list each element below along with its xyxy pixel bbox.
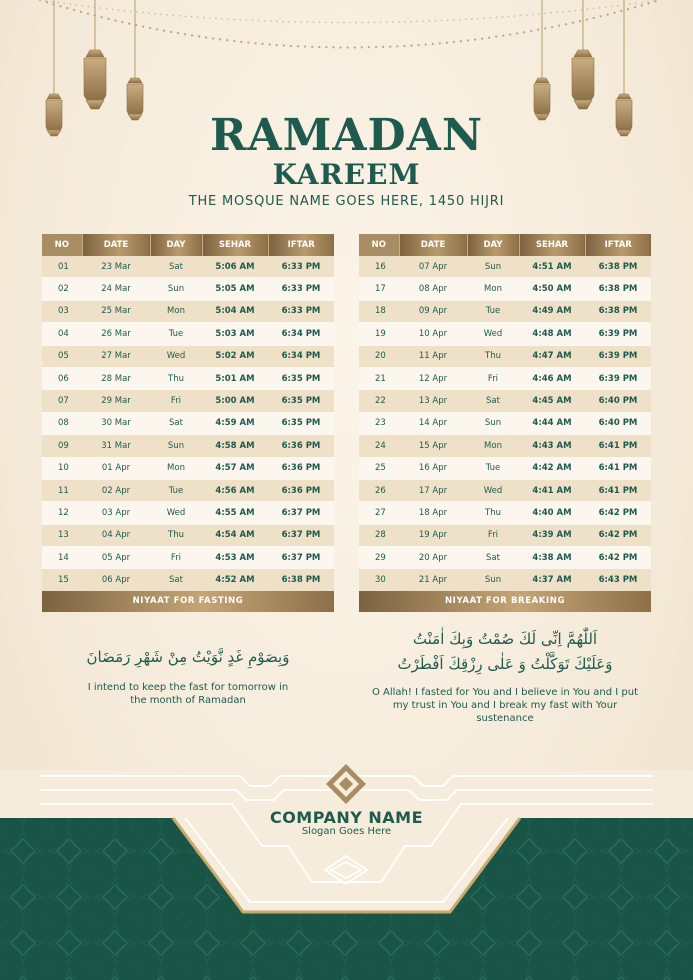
cell-date: 17 Apr <box>399 479 467 501</box>
cell-sehar: 4:59 AM <box>202 412 268 434</box>
cell-sehar: 5:00 AM <box>202 390 268 412</box>
cell-day: Sun <box>467 569 519 591</box>
cell-no: 25 <box>359 457 399 479</box>
cell-sehar: 4:45 AM <box>519 390 585 412</box>
table-row <box>42 457 334 479</box>
cell-date: 28 Mar <box>82 367 150 389</box>
cell-date: 25 Mar <box>82 300 150 322</box>
cell-no: 23 <box>359 412 399 434</box>
table-row <box>42 412 334 434</box>
cell-sehar: 4:54 AM <box>202 524 268 546</box>
cell-sehar: 4:46 AM <box>519 367 585 389</box>
cell-date: 04 Apr <box>82 524 150 546</box>
cell-day: Fri <box>150 390 202 412</box>
cell-iftar: 6:41 PM <box>585 435 651 457</box>
cell-iftar: 6:38 PM <box>585 278 651 300</box>
cell-no: 03 <box>42 300 82 322</box>
cell-day: Sun <box>150 278 202 300</box>
cell-date: 19 Apr <box>399 524 467 546</box>
cell-day: Sun <box>467 412 519 434</box>
cell-no: 09 <box>42 435 82 457</box>
cell-date: 03 Apr <box>82 502 150 524</box>
cell-no: 15 <box>42 569 82 591</box>
cell-no: 14 <box>42 547 82 569</box>
cell-date: 07 Apr <box>399 256 467 278</box>
cell-no: 05 <box>42 345 82 367</box>
cell-sehar: 4:49 AM <box>519 300 585 322</box>
cell-day: Tue <box>467 300 519 322</box>
cell-sehar: 4:43 AM <box>519 435 585 457</box>
cell-date: 09 Apr <box>399 300 467 322</box>
cell-iftar: 6:37 PM <box>268 547 334 569</box>
column-header-no: NO <box>359 234 399 256</box>
table-row <box>359 547 651 569</box>
cell-no: 06 <box>42 367 82 389</box>
column-header-iftar: IFTAR <box>585 234 651 256</box>
cell-sehar: 4:41 AM <box>519 479 585 501</box>
lantern-icon <box>127 0 143 120</box>
table-body <box>42 256 334 591</box>
cell-no: 07 <box>42 390 82 412</box>
cell-day: Mon <box>150 457 202 479</box>
cell-iftar: 6:38 PM <box>585 256 651 278</box>
cell-date: 06 Apr <box>82 569 150 591</box>
table-row <box>42 390 334 412</box>
breaking-arabic-line2: وَعَلَيْكَ تَوَكَّلْتُ وَ عَلٰى رِزْقِكَ اَفْطَرْتُ <box>397 655 613 673</box>
cell-day: Mon <box>467 435 519 457</box>
cell-day: Wed <box>150 345 202 367</box>
column-header-day: DAY <box>467 234 519 256</box>
cell-iftar: 6:37 PM <box>268 502 334 524</box>
table-row <box>42 502 334 524</box>
cell-no: 27 <box>359 502 399 524</box>
cell-iftar: 6:42 PM <box>585 524 651 546</box>
cell-day: Sat <box>467 547 519 569</box>
cell-iftar: 6:34 PM <box>268 323 334 345</box>
table-row <box>359 256 651 278</box>
cell-sehar: 5:05 AM <box>202 278 268 300</box>
table-row <box>42 547 334 569</box>
cell-date: 14 Apr <box>399 412 467 434</box>
cell-iftar: 6:34 PM <box>268 345 334 367</box>
cell-sehar: 4:57 AM <box>202 457 268 479</box>
cell-iftar: 6:37 PM <box>268 524 334 546</box>
cell-iftar: 6:42 PM <box>585 547 651 569</box>
cell-iftar: 6:35 PM <box>268 367 334 389</box>
cell-iftar: 6:39 PM <box>585 345 651 367</box>
cell-iftar: 6:35 PM <box>268 390 334 412</box>
cell-no: 19 <box>359 323 399 345</box>
cell-day: Sat <box>150 412 202 434</box>
company-slogan: Slogan Goes Here <box>301 826 392 837</box>
cell-no: 22 <box>359 390 399 412</box>
cell-day: Sat <box>467 390 519 412</box>
table-row <box>42 569 334 591</box>
lantern-icon <box>534 0 550 120</box>
cell-date: 10 Apr <box>399 323 467 345</box>
table-row <box>359 569 651 591</box>
cell-iftar: 6:39 PM <box>585 367 651 389</box>
cell-iftar: 6:36 PM <box>268 479 334 501</box>
column-header-date: DATE <box>399 234 467 256</box>
cell-date: 24 Mar <box>82 278 150 300</box>
cell-day: Tue <box>467 457 519 479</box>
cell-date: 29 Mar <box>82 390 150 412</box>
column-header-sehar: SEHAR <box>519 234 585 256</box>
table-row <box>359 345 651 367</box>
cell-iftar: 6:33 PM <box>268 278 334 300</box>
cell-sehar: 4:52 AM <box>202 569 268 591</box>
cell-sehar: 4:55 AM <box>202 502 268 524</box>
cell-day: Sun <box>150 435 202 457</box>
table-row <box>42 300 334 322</box>
cell-iftar: 6:41 PM <box>585 479 651 501</box>
cell-iftar: 6:35 PM <box>268 412 334 434</box>
table-row <box>359 367 651 389</box>
cell-no: 17 <box>359 278 399 300</box>
cell-sehar: 4:37 AM <box>519 569 585 591</box>
cell-date: 23 Mar <box>82 256 150 278</box>
cell-date: 31 Mar <box>82 435 150 457</box>
cell-no: 01 <box>42 256 82 278</box>
table-row <box>359 479 651 501</box>
column-header-no: NO <box>42 234 82 256</box>
cell-no: 04 <box>42 323 82 345</box>
cell-date: 30 Mar <box>82 412 150 434</box>
cell-no: 08 <box>42 412 82 434</box>
table-header-row <box>359 234 651 256</box>
cell-day: Tue <box>150 479 202 501</box>
cell-date: 20 Apr <box>399 547 467 569</box>
table-row <box>42 323 334 345</box>
cell-day: Wed <box>467 323 519 345</box>
table-row <box>42 278 334 300</box>
schedule-table-left <box>42 234 334 592</box>
table-body <box>359 256 651 591</box>
cell-sehar: 4:44 AM <box>519 412 585 434</box>
cell-date: 26 Mar <box>82 323 150 345</box>
cell-no: 21 <box>359 367 399 389</box>
cell-iftar: 6:39 PM <box>585 323 651 345</box>
cell-sehar: 4:58 AM <box>202 435 268 457</box>
table-row <box>359 278 651 300</box>
cell-no: 20 <box>359 345 399 367</box>
lantern-icon <box>84 0 106 109</box>
cell-sehar: 4:40 AM <box>519 502 585 524</box>
table-row <box>42 524 334 546</box>
cell-date: 21 Apr <box>399 569 467 591</box>
cell-date: 11 Apr <box>399 345 467 367</box>
cell-date: 27 Mar <box>82 345 150 367</box>
breaking-translation: O Allah! I fasted for You and I believe in You and I put my trust in You and I break my fast with Your sustenance <box>371 687 639 724</box>
column-header-sehar: SEHAR <box>202 234 268 256</box>
cell-no: 28 <box>359 524 399 546</box>
table-row <box>359 435 651 457</box>
cell-day: Thu <box>150 524 202 546</box>
cell-no: 12 <box>42 502 82 524</box>
cell-iftar: 6:36 PM <box>268 435 334 457</box>
cell-day: Fri <box>467 367 519 389</box>
cell-no: 02 <box>42 278 82 300</box>
cell-sehar: 4:56 AM <box>202 479 268 501</box>
cell-date: 01 Apr <box>82 457 150 479</box>
cell-sehar: 4:53 AM <box>202 547 268 569</box>
column-header-iftar: IFTAR <box>268 234 334 256</box>
cell-day: Wed <box>467 479 519 501</box>
mosque-subtitle: THE MOSQUE NAME GOES HERE, 1450 HIJRI <box>188 194 505 209</box>
cell-day: Sat <box>150 569 202 591</box>
cell-no: 24 <box>359 435 399 457</box>
title-ramadan: RAMADAN <box>209 110 484 161</box>
cell-iftar: 6:33 PM <box>268 256 334 278</box>
cell-day: Mon <box>150 300 202 322</box>
cell-day: Wed <box>150 502 202 524</box>
cell-sehar: 4:38 AM <box>519 547 585 569</box>
table-row <box>359 524 651 546</box>
cell-no: 18 <box>359 300 399 322</box>
cell-day: Fri <box>150 547 202 569</box>
cell-sehar: 5:06 AM <box>202 256 268 278</box>
table-header-row <box>42 234 334 256</box>
cell-sehar: 4:48 AM <box>519 323 585 345</box>
table-row <box>42 367 334 389</box>
cell-date: 15 Apr <box>399 435 467 457</box>
cell-day: Thu <box>467 345 519 367</box>
cell-date: 08 Apr <box>399 278 467 300</box>
table-row <box>359 412 651 434</box>
table-row <box>42 345 334 367</box>
cell-iftar: 6:38 PM <box>585 300 651 322</box>
cell-date: 18 Apr <box>399 502 467 524</box>
cell-sehar: 5:04 AM <box>202 300 268 322</box>
cell-day: Thu <box>150 367 202 389</box>
cell-iftar: 6:33 PM <box>268 300 334 322</box>
table-row <box>42 479 334 501</box>
schedule-table-right <box>359 234 651 592</box>
cell-iftar: 6:42 PM <box>585 502 651 524</box>
cell-date: 16 Apr <box>399 457 467 479</box>
cell-sehar: 4:51 AM <box>519 256 585 278</box>
cell-no: 13 <box>42 524 82 546</box>
table-row <box>359 323 651 345</box>
table-row <box>359 300 651 322</box>
cell-sehar: 4:39 AM <box>519 524 585 546</box>
cell-iftar: 6:40 PM <box>585 412 651 434</box>
cell-day: Tue <box>150 323 202 345</box>
cell-date: 05 Apr <box>82 547 150 569</box>
cell-day: Fri <box>467 524 519 546</box>
cell-date: 13 Apr <box>399 390 467 412</box>
cell-day: Thu <box>467 502 519 524</box>
cell-day: Mon <box>467 278 519 300</box>
niyaat-fasting-title: NIYAAT FOR FASTING <box>42 591 334 612</box>
column-header-day: DAY <box>150 234 202 256</box>
cell-iftar: 6:41 PM <box>585 457 651 479</box>
garland-dots <box>40 0 660 48</box>
table-row <box>359 457 651 479</box>
table-row <box>42 435 334 457</box>
niyaat-breaking-title: NIYAAT FOR BREAKING <box>359 591 651 612</box>
cell-sehar: 4:42 AM <box>519 457 585 479</box>
title-kareem: KAREEM <box>272 158 421 191</box>
cell-date: 02 Apr <box>82 479 150 501</box>
cell-no: 16 <box>359 256 399 278</box>
breaking-arabic-line1: اَللّٰهُمَّ اِنِّى لَكَ صُمْتُ وَبِكَ اٰمَنْتُ <box>412 630 598 648</box>
cell-day: Sun <box>467 256 519 278</box>
cell-sehar: 5:01 AM <box>202 367 268 389</box>
table-row <box>359 502 651 524</box>
cell-sehar: 4:47 AM <box>519 345 585 367</box>
cell-day: Sat <box>150 256 202 278</box>
cell-no: 29 <box>359 547 399 569</box>
table-row <box>42 256 334 278</box>
cell-sehar: 4:50 AM <box>519 278 585 300</box>
fasting-translation: I intend to keep the fast for tomorrow in the month of Ramadan <box>87 682 289 706</box>
cell-date: 12 Apr <box>399 367 467 389</box>
company-name: COMPANY NAME <box>269 808 424 827</box>
cell-iftar: 6:40 PM <box>585 390 651 412</box>
cell-iftar: 6:38 PM <box>268 569 334 591</box>
cell-no: 26 <box>359 479 399 501</box>
table-row <box>359 390 651 412</box>
cell-iftar: 6:36 PM <box>268 457 334 479</box>
cell-sehar: 5:02 AM <box>202 345 268 367</box>
column-header-date: DATE <box>82 234 150 256</box>
fasting-arabic-text: وَبِصَوْمِ غَدٍ نَّوَيْتُ مِنْ شَهْرِ رَمَضَانَ <box>86 648 290 666</box>
lantern-icon <box>572 0 594 109</box>
cell-no: 11 <box>42 479 82 501</box>
cell-sehar: 5:03 AM <box>202 323 268 345</box>
cell-iftar: 6:43 PM <box>585 569 651 591</box>
cell-no: 30 <box>359 569 399 591</box>
cell-no: 10 <box>42 457 82 479</box>
